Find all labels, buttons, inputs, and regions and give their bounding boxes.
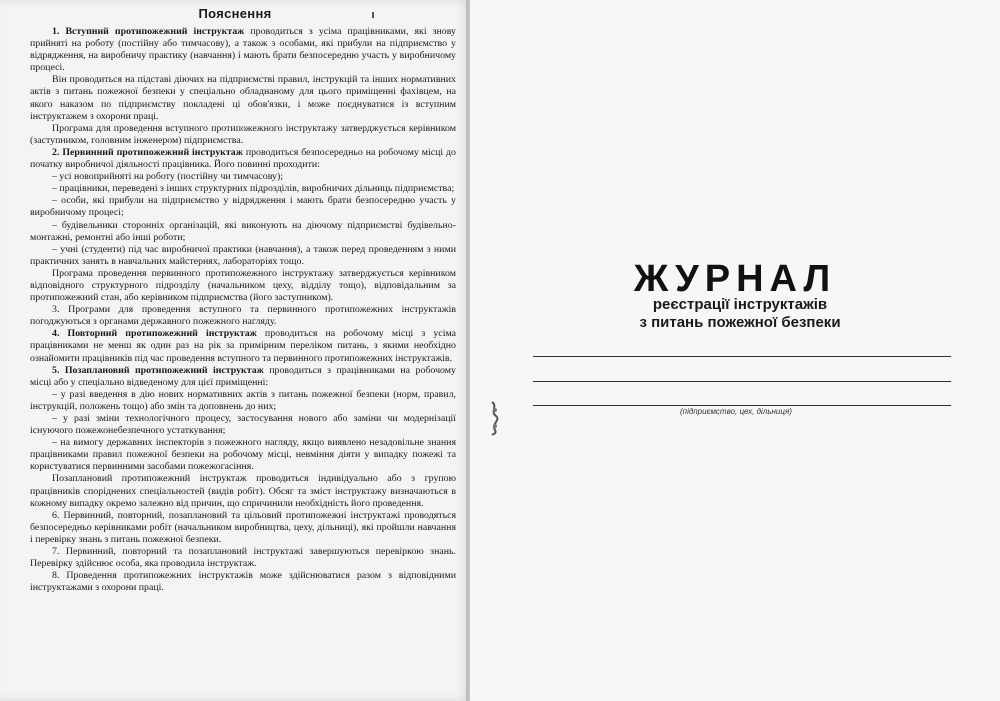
paragraph-text: проводиться безпосередньо на робочому місці до початку виробничої діяльності працівника. Його повинні проходити: <box>30 146 456 171</box>
explanation-paragraph <box>30 74 456 122</box>
explanation-paragraph <box>30 546 456 570</box>
paragraph-text: 6. Первинний, повторний, позаплановий та цільовий протипожежні інструктажі проводяться безпосередньо керівниками робіт (начальником виробництва, цеху, дільниці), які пройшли навчання і перевірку знань з питань пожежної безпеки. <box>30 509 456 545</box>
paragraph-text: – у разі зміни технологічного процесу, застосування нового або заміни чи модернізації існуючого пожежонебезпечного устаткування; <box>30 413 456 437</box>
explanation-paragraph <box>30 220 456 244</box>
explanation-paragraph <box>30 389 456 413</box>
explanation-paragraph <box>30 328 456 364</box>
right-page <box>470 0 1000 701</box>
paragraph-text: – учні (студенти) під час виробничої практики (навчання), а також перед проведенням з ними практичних занять в навчальних майстернях, лабораторіях тощо. <box>30 243 456 267</box>
paragraph-text: проводиться на робочому місці з усіма працівниками не менш як один раз на рік за примірним переліком питань, з якими необхідно ознайомити працівників під час проведення вступного та первинного протипожежних інструктажів. <box>30 328 457 364</box>
paragraph-heading: 1. Вступний протипожежний інструктаж <box>52 26 245 37</box>
journal-subtitle-line2: з питань пожежної безпеки <box>639 314 841 331</box>
paragraph-text: – особи, які прибули на підприємство у відрядження і мають брати безпосередню участь у виробничому процесі; <box>30 195 456 219</box>
fill-line-2 <box>533 381 951 382</box>
paragraph-heading: 2. Первинний протипожежний інструктаж <box>52 146 243 158</box>
paragraph-text: Програма для проведення вступного протипожежного інструктажу затверджується керівником (заступником, головним інженером) підприємства. <box>30 122 456 146</box>
explanation-paragraph <box>30 183 456 195</box>
binding-thread-icon <box>488 400 502 436</box>
paragraph-heading: 5. Позаплановий протипожежний інструктаж <box>52 364 264 376</box>
explanation-paragraph <box>30 268 456 304</box>
explanation-paragraph <box>30 365 456 389</box>
paragraph-text: – будівельники сторонніх організацій, які виконують на діючому підприємстві будівельно-монтажні, ремонтні або інші роботи; <box>30 219 456 243</box>
explanation-paragraph <box>30 123 456 147</box>
paragraph-text: проводиться з працівниками на робочому місці або у спеціально відведеному для цієї приміщенні: <box>30 364 456 388</box>
explanation-title: Пояснення <box>198 6 272 21</box>
paragraph-text: проводиться з усіма працівниками, які знову прийняті на роботу (постійну або тимчасову), а також з особами, які прибули на підприємство у відрядження, на виробничу практику (навчання) і мають брати безпосередню участь у виробничому процесі. <box>30 26 456 74</box>
paragraph-text: 3. Програми для проведення вступного та первинного протипожежних інструктажів погоджуються з органами державного пожежного нагляду. <box>30 304 456 328</box>
paragraph-text: Позаплановий протипожежний інструктаж проводиться індивідуально або з групою працівників споріднених спеціальностей (видів робіт). Обсяг та зміст інструктажу визначаються в кожному випадку окремо залежно від причин, що спричинили необхідність його проведення. <box>30 473 456 509</box>
paragraph-text: 8. Проведення протипожежних інструктажів може здійснюватися разом з відповідними інструктажами з охорони праці. <box>30 570 456 594</box>
explanation-paragraph <box>30 510 456 546</box>
paragraph-text: – усі новоприйняті на роботу (постійну чи тимчасову); <box>52 171 283 183</box>
ink-mark <box>372 12 374 18</box>
explanation-paragraph <box>30 195 456 219</box>
paragraph-heading: 4. Повторний протипожежний інструктаж <box>52 328 257 340</box>
explanation-paragraph <box>30 304 456 328</box>
explanation-paragraph <box>30 244 456 268</box>
journal-title: ЖУРНАЛ <box>633 258 837 300</box>
journal-subtitle-line1: реєстрації інструктажів <box>652 296 828 313</box>
paragraph-text: 7. Первинний, повторний та позаплановий інструктажі завершуються перевіркою знань. Перевірку здійснює особа, яка проводила інструктаж. <box>30 546 456 570</box>
fill-line-1 <box>533 356 951 357</box>
left-page <box>0 0 470 701</box>
explanation-paragraph <box>30 437 456 473</box>
explanation-paragraph <box>30 171 456 183</box>
explanation-paragraph <box>30 570 456 594</box>
explanation-paragraph <box>30 147 456 171</box>
explanation-paragraph <box>30 26 456 74</box>
paragraph-text: – на вимогу державних інспекторів з пожежного нагляду, якщо виявлено незадовільне знання працівниками правил пожежної безпеки на робочому місці, невміння діяти у випадку пожежі та користуватися первинними засобами пожежогасіння. <box>30 437 456 473</box>
paragraph-text: – у разі введення в дію нових нормативних актів з питань пожежної безпеки (норм, правил, інструкцій, положень тощо) або змін та доповнень до них; <box>30 388 456 412</box>
organization-caption: (підприємство, цех, дільниця) <box>680 407 792 416</box>
explanation-paragraph <box>30 413 456 437</box>
fill-line-3 <box>533 405 951 406</box>
paragraph-text: Програма проведення первинного протипожежного інструктажу затверджується керівником відповідного структурного підрозділу (начальником цеху, відділу тощо), відповідальним за протипожежний стан, або керівником підприємства (його заступником). <box>30 267 456 304</box>
explanation-body <box>30 26 456 594</box>
paragraph-text: Він проводиться на підставі діючих на підприємстві правил, інструкцій та інших нормативних актів з питань пожежної безпеки у спеціально обладнаному для цього приміщенні фахівцем, на якого наказом по підприємству покладені ці обов'язки, і може поєднуватися із вступним інструктажем з охорони праці. <box>30 74 456 122</box>
paragraph-text: – працівники, переведені з інших структурних підрозділів, виробничих дільниць підприємства; <box>52 183 455 195</box>
explanation-paragraph <box>30 473 456 509</box>
